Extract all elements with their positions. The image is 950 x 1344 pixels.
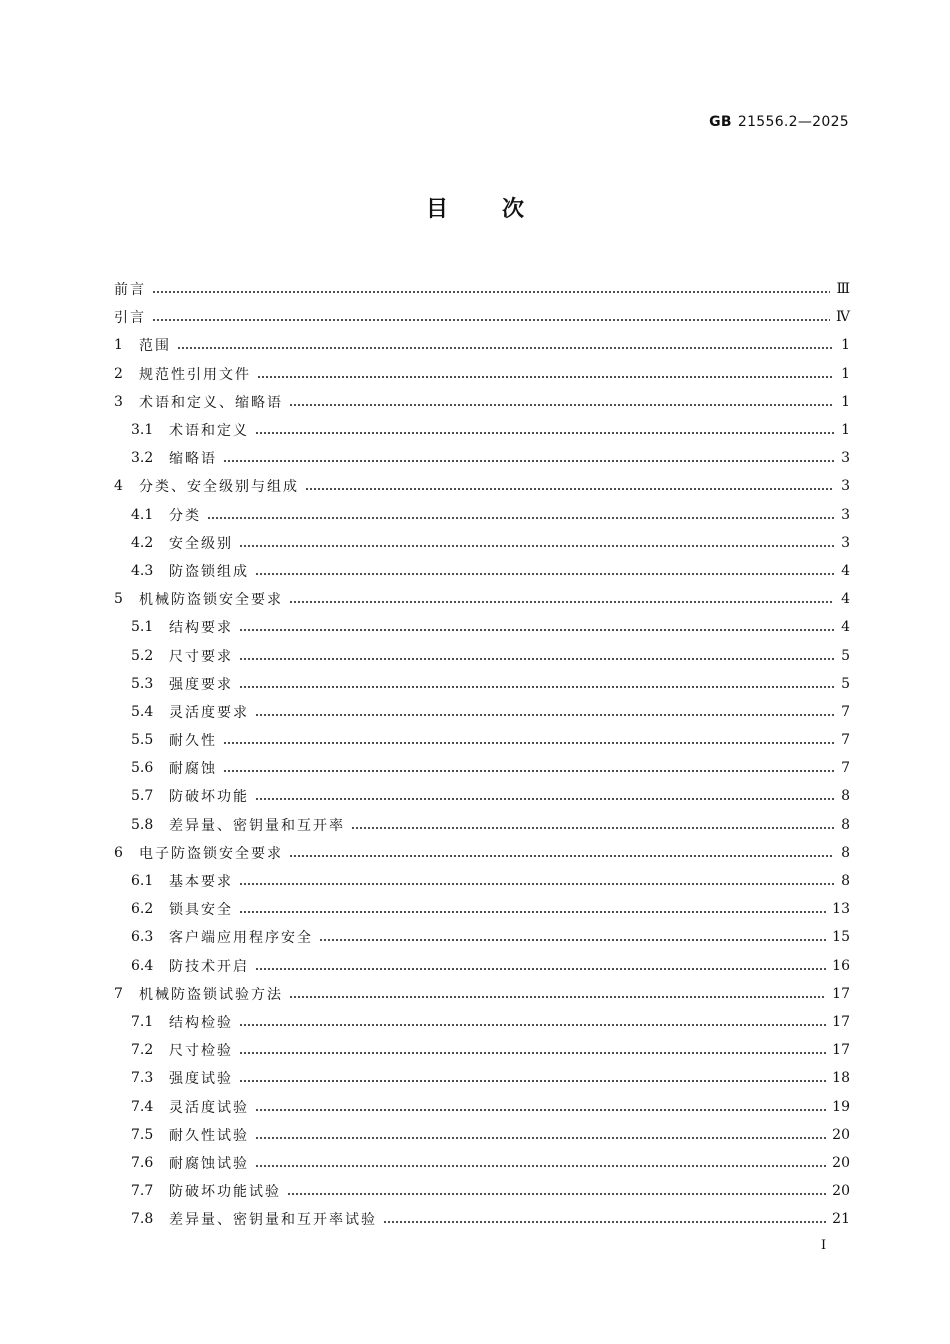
toc-entry-page: 3 <box>841 478 850 495</box>
toc-entry-label: 耐腐蚀试验 <box>169 1155 249 1172</box>
toc-entry-label: 防破坏功能 <box>169 789 249 806</box>
toc-leader-dots <box>239 1080 826 1082</box>
toc-entry-page: 7 <box>841 703 850 720</box>
toc-entry-label: 尺寸检验 <box>169 1043 233 1060</box>
toc-entry[interactable] <box>114 388 850 416</box>
toc-entry-page: 20 <box>832 1183 850 1200</box>
toc-leader-dots <box>239 883 834 885</box>
toc-entry-number: 6.4 <box>131 957 154 974</box>
toc-leader-dots <box>255 1137 826 1139</box>
toc-entry[interactable] <box>114 754 850 782</box>
toc-leader-dots <box>223 460 834 462</box>
toc-entry[interactable] <box>114 641 850 669</box>
toc-entry-label: 结构检验 <box>169 1014 233 1031</box>
toc-entry-page: Ⅲ <box>836 281 850 298</box>
toc-entry-label: 强度要求 <box>169 676 233 693</box>
toc-entry-label: 机械防盗锁安全要求 <box>139 592 283 609</box>
toc-leader-dots <box>305 488 834 490</box>
toc-entry[interactable] <box>114 782 850 810</box>
toc-entry-number: 3.1 <box>131 422 154 439</box>
toc-entry-page: 20 <box>832 1154 850 1171</box>
toc-entry-label: 术语和定义 <box>169 423 249 440</box>
toc-entry[interactable] <box>114 839 850 867</box>
toc-leader-dots <box>152 291 830 293</box>
toc-entry-number: 5 <box>114 591 123 608</box>
toc-entry-page: 4 <box>841 591 850 608</box>
toc-entry-number: 4 <box>114 478 123 495</box>
toc-leader-dots <box>255 573 834 575</box>
toc-entry-label: 安全级别 <box>169 535 233 552</box>
toc-entry-label: 结构要求 <box>169 620 233 637</box>
toc-entry-number: 4.2 <box>131 534 154 551</box>
standard-prefix: GB <box>709 114 732 130</box>
toc-entry[interactable] <box>114 444 850 472</box>
toc-leader-dots <box>257 376 834 378</box>
toc-entry-page: 5 <box>841 647 850 664</box>
toc-entry-number: 7.2 <box>131 1042 154 1059</box>
toc-entry[interactable] <box>114 1149 850 1177</box>
toc-entry-label: 防破坏功能试验 <box>169 1184 281 1201</box>
toc-entry-number: 4.3 <box>131 562 154 579</box>
toc-entry[interactable] <box>114 275 850 303</box>
toc-entry[interactable] <box>114 1177 850 1205</box>
toc-entry-label: 耐久性试验 <box>169 1127 249 1144</box>
toc-leader-dots <box>239 545 834 547</box>
toc-entry[interactable] <box>114 895 850 923</box>
toc-entry[interactable] <box>114 585 850 613</box>
toc-leader-dots <box>287 1193 826 1195</box>
toc-entry-number: 5.1 <box>131 619 154 636</box>
toc-entry-page: 1 <box>841 337 850 354</box>
toc-entry-number: 7.5 <box>131 1126 154 1143</box>
toc-entry-label: 耐腐蚀 <box>169 761 217 778</box>
toc-entry-label: 灵活度试验 <box>169 1099 249 1116</box>
toc-entry-page: 7 <box>841 760 850 777</box>
toc-entry-label: 强度试验 <box>169 1071 233 1088</box>
toc-entry-number: 6.3 <box>131 929 154 946</box>
toc-entry-page: 19 <box>832 1098 850 1115</box>
toc-entry-page: 8 <box>841 844 850 861</box>
toc-entry[interactable] <box>114 1036 850 1064</box>
toc-entry[interactable] <box>114 1064 850 1092</box>
toc-entry-number: 7.6 <box>131 1154 154 1171</box>
toc-entry-number: 6.2 <box>131 901 154 918</box>
toc-entry-page: 1 <box>841 393 850 410</box>
toc-entry-label: 灵活度要求 <box>169 704 249 721</box>
toc-entry-page: 7 <box>841 732 850 749</box>
toc-leader-dots <box>255 1165 826 1167</box>
toc-entry[interactable] <box>114 811 850 839</box>
toc-entry-page: 4 <box>841 562 850 579</box>
toc-entry-page: 4 <box>841 619 850 636</box>
toc-entry-page: 8 <box>841 873 850 890</box>
toc-leader-dots <box>239 686 834 688</box>
toc-entry-number: 7 <box>114 985 123 1002</box>
toc-entry-label: 防盗锁组成 <box>169 563 249 580</box>
toc-entry[interactable] <box>114 331 850 359</box>
toc-entry-page: 16 <box>832 957 850 974</box>
toc-entry-number: 5.6 <box>131 760 154 777</box>
toc-entry-number: 2 <box>114 365 123 382</box>
toc-entry-label: 机械防盗锁试验方法 <box>139 986 283 1003</box>
standard-code <box>709 114 849 130</box>
toc-entry-label: 缩略语 <box>169 451 217 468</box>
toc-entry-number: 5.2 <box>131 647 154 664</box>
toc-leader-dots <box>351 827 834 829</box>
toc-entry-number: 7.1 <box>131 1013 154 1030</box>
toc-entry-number: 7.3 <box>131 1070 154 1087</box>
toc-entry-label: 差异量、密钥量和互开率 <box>169 817 345 834</box>
toc-entry-label: 分类、安全级别与组成 <box>139 479 299 496</box>
toc-entry-number: 3.2 <box>131 450 154 467</box>
toc-entry[interactable] <box>114 726 850 754</box>
toc-leader-dots <box>223 770 834 772</box>
toc-leader-dots <box>255 714 834 716</box>
toc-entry-number: 5.7 <box>131 788 154 805</box>
toc-entry-page: 15 <box>832 929 850 946</box>
toc-entry-label: 前言 <box>114 282 146 299</box>
toc-entry-page: 18 <box>832 1070 850 1087</box>
toc-entry[interactable] <box>114 529 850 557</box>
toc-entry[interactable] <box>114 867 850 895</box>
toc-leader-dots <box>207 517 834 519</box>
toc-entry-label: 差异量、密钥量和互开率试验 <box>169 1212 377 1229</box>
toc-leader-dots <box>152 319 830 321</box>
toc-entry-page: 21 <box>832 1211 850 1228</box>
toc-entry-number: 7.8 <box>131 1211 154 1228</box>
table-of-contents <box>114 275 850 1233</box>
toc-leader-dots <box>239 911 826 913</box>
toc-leader-dots <box>289 404 834 406</box>
toc-entry[interactable] <box>114 557 850 585</box>
toc-leader-dots <box>255 432 834 434</box>
toc-entry-label: 规范性引用文件 <box>139 366 251 383</box>
toc-entry-page: 5 <box>841 675 850 692</box>
toc-entry-number: 5.4 <box>131 703 154 720</box>
toc-leader-dots <box>177 347 834 349</box>
toc-entry-page: 3 <box>841 534 850 551</box>
toc-entry-label: 耐久性 <box>169 733 217 750</box>
toc-entry[interactable] <box>114 360 850 388</box>
toc-entry[interactable] <box>114 613 850 641</box>
toc-entry-number: 5.8 <box>131 816 154 833</box>
toc-entry[interactable] <box>114 952 850 980</box>
toc-entry[interactable] <box>114 670 850 698</box>
toc-entry[interactable] <box>114 472 850 500</box>
toc-entry-label: 基本要求 <box>169 874 233 891</box>
toc-entry-page: 20 <box>832 1126 850 1143</box>
toc-leader-dots <box>255 968 826 970</box>
toc-entry-number: 7.7 <box>131 1183 154 1200</box>
toc-entry-label: 防技术开启 <box>169 958 249 975</box>
toc-entry-page: 17 <box>832 985 850 1002</box>
toc-entry-page: 3 <box>841 506 850 523</box>
toc-entry-page: 1 <box>841 422 850 439</box>
toc-entry-page: 3 <box>841 450 850 467</box>
toc-entry-page: 1 <box>841 365 850 382</box>
toc-entry[interactable] <box>114 923 850 951</box>
toc-entry[interactable] <box>114 1008 850 1036</box>
toc-leader-dots <box>223 742 834 744</box>
toc-entry-label: 引言 <box>114 310 146 327</box>
toc-entry-page: 8 <box>841 816 850 833</box>
toc-entry-label: 锁具安全 <box>169 902 233 919</box>
toc-leader-dots <box>239 1024 826 1026</box>
toc-entry-number: 1 <box>114 337 123 354</box>
toc-leader-dots <box>289 996 826 998</box>
toc-entry-page: 17 <box>832 1013 850 1030</box>
toc-entry[interactable] <box>114 698 850 726</box>
toc-entry-label: 电子防盗锁安全要求 <box>139 845 283 862</box>
toc-entry[interactable] <box>114 980 850 1008</box>
toc-entry[interactable] <box>114 1205 850 1233</box>
toc-leader-dots <box>383 1221 826 1223</box>
toc-leader-dots <box>255 798 834 800</box>
toc-entry[interactable] <box>114 1121 850 1149</box>
toc-entry-number: 6 <box>114 844 123 861</box>
toc-leader-dots <box>255 1109 826 1111</box>
standard-number: 21556.2—2025 <box>737 114 849 130</box>
toc-entry-label: 分类 <box>169 507 201 524</box>
toc-entry-number: 7.4 <box>131 1098 154 1115</box>
toc-entry-number: 5.5 <box>131 732 154 749</box>
toc-entry[interactable] <box>114 416 850 444</box>
toc-entry[interactable] <box>114 501 850 529</box>
toc-leader-dots <box>289 855 834 857</box>
toc-entry-number: 5.3 <box>131 675 154 692</box>
toc-leader-dots <box>319 939 826 941</box>
toc-entry-number: 4.1 <box>131 506 154 523</box>
toc-entry-label: 术语和定义、缩略语 <box>139 394 283 411</box>
toc-entry[interactable] <box>114 303 850 331</box>
toc-entry[interactable] <box>114 1092 850 1120</box>
toc-entry-label: 尺寸要求 <box>169 648 233 665</box>
page-number: Ⅰ <box>821 1238 827 1253</box>
toc-entry-page: Ⅳ <box>836 309 850 326</box>
toc-leader-dots <box>239 629 834 631</box>
toc-entry-label: 范围 <box>139 338 171 355</box>
toc-leader-dots <box>239 1052 826 1054</box>
toc-entry-page: 17 <box>832 1042 850 1059</box>
page-title: 目次 <box>425 197 578 222</box>
toc-entry-label: 客户端应用程序安全 <box>169 930 313 947</box>
toc-leader-dots <box>289 601 834 603</box>
toc-entry-page: 8 <box>841 788 850 805</box>
toc-entry-number: 6.1 <box>131 873 154 890</box>
toc-leader-dots <box>239 658 834 660</box>
toc-entry-page: 13 <box>832 901 850 918</box>
toc-entry-number: 3 <box>114 393 123 410</box>
